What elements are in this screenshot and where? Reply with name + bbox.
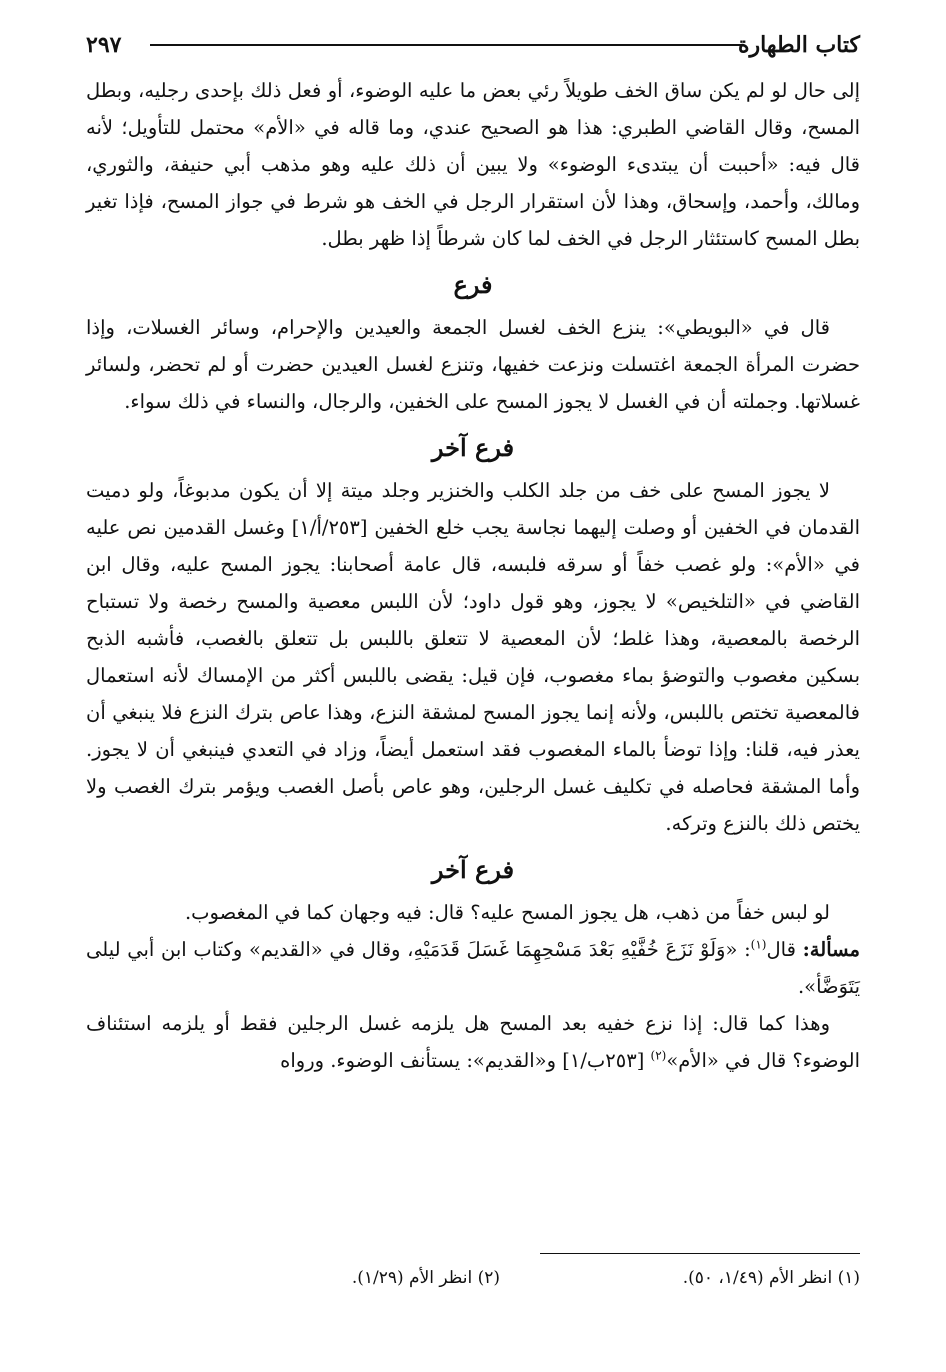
- paragraph-6-text-b: [٢٥٣ب/١] و«القديم»: يستأنف الوضوء. ورواه: [280, 1049, 651, 1072]
- paragraph-5: [86, 931, 860, 1005]
- paragraph-3: لا يجوز المسح على خف من جلد الكلب والخنزير وجلد ميتة إلا أن يكون مدبوغاً، ولو دميت القدمان في الخفين أو وصلت إليهما نجاسة يجب خلع الخفين [٢٥٣/أ/١] وغسل القدمين نص عليه في «الأم»: ولو غصب خفاً أو سرقه فلبسه، قال عامة أصحابنا: يجوز المسح عليه، وقال ابن القاضي في «التلخيص» لا يجوز، وهو قول داود؛ لأن اللبس معصية والمسح رخصة ولا تستباح الرخصة بالمعصية، وهذا غلط؛ لأن المعصية لا تتعلق باللبس بل تتعلق بالغصب، فأشبه الذبح بسكين مغصوب والتوضؤ بماء مغصوب، فإن قيل: يقضى باللبس أكثر من الإمساك لأنه استعمال فالمعصية تختص باللبس، ولأنه إنما يجوز المسح لمشقة النزع، وهذا عاص بترك النزع فلا ينبغي أن يعذر فيه، قلنا: وإذا توضأ بالماء المغصوب فقد استعمل أيضاً، وزاد في التعدي فينبغي أن لا يجوز. وأما المشقة فحاصله في تكليف غسل الرجلين، وهو عاص بأصل الغصب ويؤمر بترك الغصب ولا يختص ذلك بالنزع وتركه.: [86, 479, 860, 835]
- footnote-1: (١) انظر الأم (١/٤٩، ٥٠).: [682, 1268, 860, 1288]
- section-heading-far: فرع: [453, 270, 493, 299]
- section-heading-far-akhar: فرع آخر: [431, 433, 515, 462]
- paragraph-6-text-a: وهذا كما قال: إذا نزع خفيه بعد المسح هل يلزمه غسل الرجلين فقط أو يلزمه استئناف الوضوء؟ قال في «الأم»: [86, 1012, 860, 1072]
- running-title: كتاب الطهارة: [737, 32, 860, 58]
- paragraph-4: لو لبس خفاً من ذهب، هل يجوز المسح عليه؟ قال: فيه وجهان كما في المغصوب.: [184, 901, 830, 924]
- footnote-2: (٢) انظر الأم (١/٢٩).: [351, 1268, 500, 1288]
- paragraph-5-text-a: قال: [766, 938, 803, 961]
- masala-label: مسألة:: [802, 938, 860, 961]
- paragraph-6: [86, 1005, 860, 1079]
- section-heading-far-akhar-2: فرع آخر: [431, 855, 515, 884]
- body-text: [86, 72, 860, 1079]
- paragraph-1: إلى حال لو لم يكن ساق الخف طويلاً رئي بعض ما عليه الوضوء، أو فعل ذلك بإحدى رجليه، وبطل المسح، وقال القاضي الطبري: هذا هو الصحيح عندي، وما قاله في «الأم» محتمل للتأويل؛ لأنه قال فيه: «أحببت أن يبتدىء الوضوء» ولا يبين أن ذلك عليه وهو مذهب أبي حنيفة، والثوري، ومالك، وأحمد، وإسحاق، وهذا لأن استقرار الرجل في الخف هو شرط في جواز المسح، فإذا تغير بطل المسح كاستئثار الرجل في الخف لما كان شرطاً إذا ظهر بطل.: [86, 79, 860, 250]
- footnote-ref-1[interactable]: (١): [750, 937, 767, 952]
- header-rule: [150, 44, 742, 46]
- page-number: ٢٩٧: [86, 32, 122, 58]
- page-header: [86, 26, 860, 66]
- paragraph-5-text-b: : «وَلَوْ نَزَعَ خُفَّيْهِ بَعْدَ مَسْحِهِمَا غَسَلَ قَدَمَيْهِ، وقال في «القديم» وكتاب ابن أبي ليلى يَتَوَضَّأ».: [86, 938, 860, 998]
- paragraph-2: قال في «البويطي»: ينزع الخف لغسل الجمعة والعيدين والإحرام، وسائر الغسلات، وإذا حضرت المرأة الجمعة اغتسلت ونزعت خفيها، وتنزع لغسل العيدين حضرت أو لم تحضر، ولسائر غسلاتها. وجملته أن في الغسل لا يجوز المسح على الخفين، والرجال، والنساء في ذلك سواء.: [86, 316, 860, 413]
- footnote-rule: [540, 1253, 860, 1254]
- footnote-ref-2[interactable]: (٢): [650, 1048, 667, 1063]
